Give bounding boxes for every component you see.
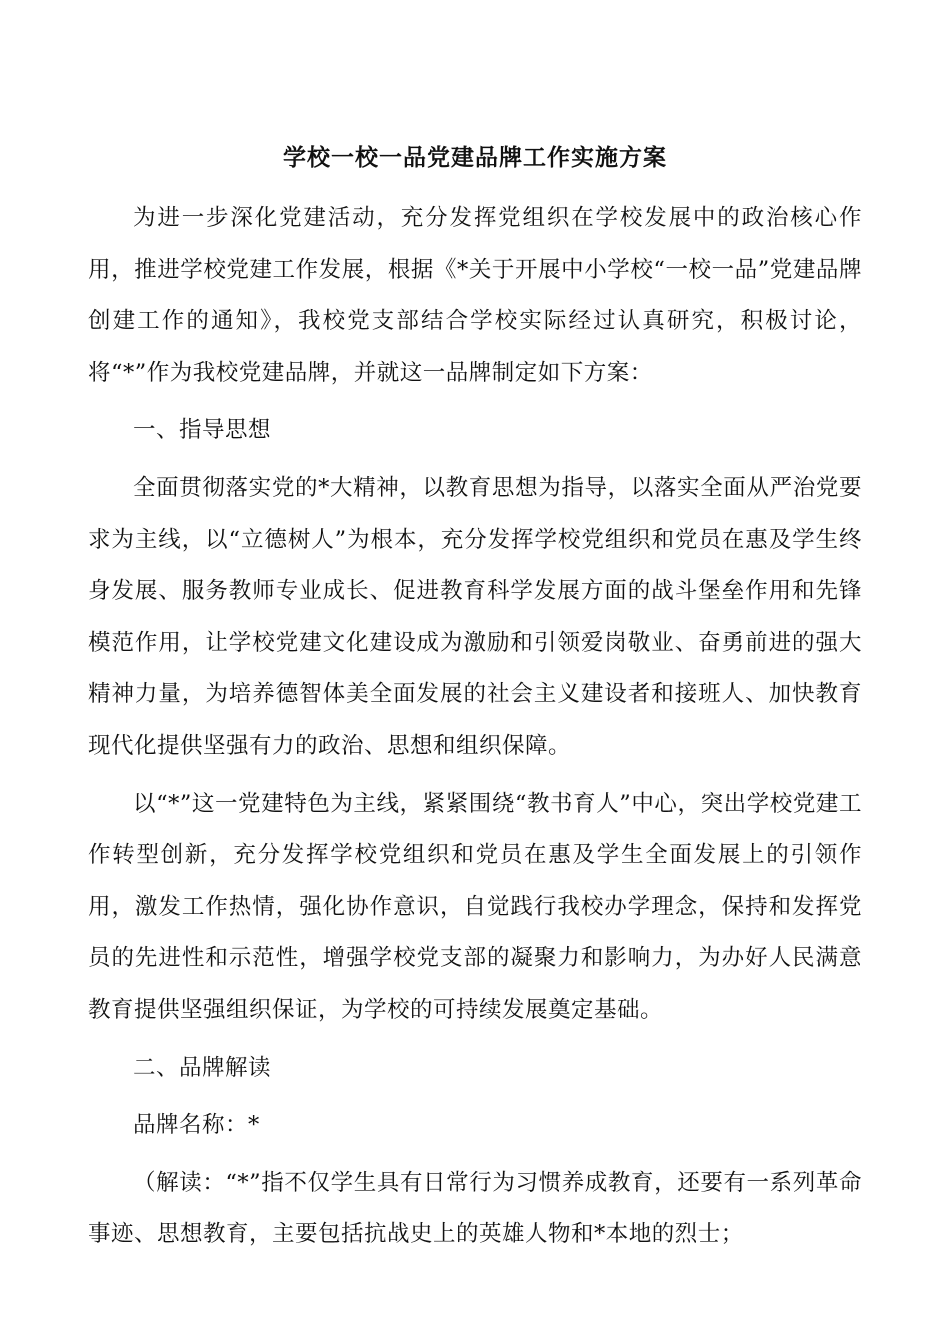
intro-paragraph: 为进一步深化党建活动，充分发挥党组织在学校发展中的政治核心作用，推进学校党建工作发展，根据《*关于开展中小学校“一校一品”党建品牌创建工作的通知》，我校党支部结合学校实际经过认真研究，积极讨论，将“*”作为我校党建品牌，并就这一品牌制定如下方案： — [88, 205, 862, 386]
brand-explanation-paragraph: （解读：“*”指不仅学生具有日常行为习惯养成教育，还要有一系列革命事迹、思想教育，主要包括抗战史上的英雄人物和*本地的烈士； — [88, 1169, 862, 1248]
document-body — [88, 193, 862, 1261]
document-title: 学校一校一品党建品牌工作实施方案 — [283, 144, 667, 171]
section-heading-brand-interpretation: 二、品牌解读 — [133, 1054, 272, 1081]
section-heading-guiding-ideology: 一、指导思想 — [133, 417, 272, 444]
guiding-ideology-paragraph-1: 全面贯彻落实党的*大精神，以教育思想为指导，以落实全面从严治党要求为主线，以“立德树人”为根本，充分发挥学校党组织和党员在惠及学生终身发展、服务教师专业成长、促进教育科学发展方面的战斗堡垒作用和先锋模范作用，让学校党建文化建设成为激励和引领爱岗敬业、奋勇前进的强大精神力量，为培养德智体美全面发展的社会主义建设者和接班人、加快教育现代化提供坚强有力的政治、思想和组织保障。 — [88, 474, 862, 759]
guiding-ideology-paragraph-2: 以“*”这一党建特色为主线，紧紧围绕“教书育人”中心，突出学校党建工作转型创新，充分发挥学校党组织和党员在惠及学生全面发展上的引领作用，激发工作热情，强化协作意识，自觉践行我校办学理念，保持和发挥党员的先进性和示范性，增强学校党支部的凝聚力和影响力，为办好人民满意教育提供坚强组织保证，为学校的可持续发展奠定基础。 — [88, 790, 862, 1023]
brand-name-line: 品牌名称：* — [133, 1112, 260, 1139]
